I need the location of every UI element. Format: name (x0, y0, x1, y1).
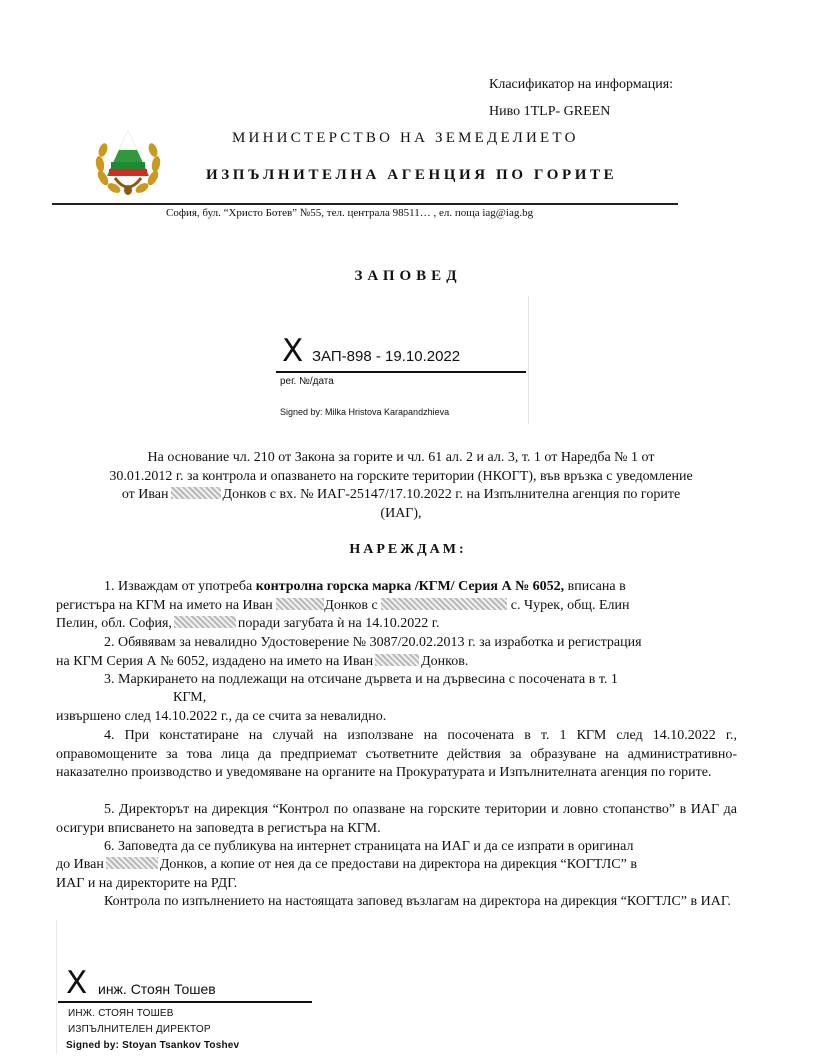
basis-line-1: На основание чл. 210 от Закона за горите и чл. 61 ал. 2 и ал. 3, т. 1 от Наредба № 1 от (147, 450, 655, 465)
redacted-address (174, 616, 236, 628)
order-item-6-line-2: до Иван Донков, а копие от нея да се предостави на директора на дирекция “КОГТЛС” в (56, 857, 637, 872)
classification-label: Класификатор на информация: (489, 77, 674, 92)
document-title: ЗАПОВЕД (354, 268, 462, 284)
order-item-6-line-1: 6. Заповедта да се публикува на интернет страницата на ИАГ и да се изпрати в оригинал (104, 839, 634, 854)
basis-line-3b: Донков с вх. № ИАГ-25147/17.10.2022 г. на Изпълнителна агенция по горите (222, 487, 681, 502)
order-item-1-line-2: регистъра на КГМ на името на Иван Донков с с. Чурек, общ. Елин (56, 598, 630, 613)
order-item-5: 5. Директорът на дирекция “Контрол по опазване на горските територии и ловно стопанство” в ИАГ да осигури вписването на заповедта в регистъра на КГМ. (56, 802, 737, 836)
order-item-2-line-1: 2. Обявявам за невалидно Удостоверение № 3087/20.02.2013 г. за изработка и регистрация (104, 635, 642, 650)
registration-number: ЗАП-898 - 19.10.2022 (312, 348, 461, 365)
order-heading: НАРЕЖДАМ: (349, 542, 467, 557)
redacted-name (276, 598, 324, 610)
order-item-4: 4. При констатиране на случай на използване на посочената в т. 1 КГМ след 14.10.2022 г., оправомощените за това лица да предприемат съответните действия за образуване на административно-наказателно производство и уведомяване на органите на Прокуратурата и Изпълнителната агенция по горите. (56, 728, 737, 780)
executive-name-display: инж. Стоян Тошев (98, 981, 216, 997)
ministry-name: МИНИСТЕРСТВО НА ЗЕМЕДЕЛИЕТО (232, 130, 579, 146)
redacted-name (171, 487, 221, 499)
forest-agency-emblem-icon (95, 126, 161, 200)
order-item-2-line-2: на КГМ Серия А № 6052, издадено на името на Иван Донков. (56, 654, 469, 669)
redacted-id (381, 598, 507, 610)
order-item-1-line-1: 1. Изваждам от употреба контролна горска марка /КГМ/ Серия А № 6052, вписана в (104, 579, 626, 594)
order-item-6-line-3: ИАГ и на директорите на РДГ. (56, 876, 238, 891)
registration-signed-by: Signed by: Milka Hristova Karapandzhieva (280, 407, 450, 417)
executive-name: ИНЖ. СТОЯН ТОШЕВ (68, 1008, 174, 1019)
registration-signature-line (276, 371, 526, 373)
basis-paragraph (56, 449, 746, 523)
basis-line-3a: от Иван (121, 487, 169, 502)
basis-line-4: (ИАГ), (380, 505, 422, 521)
control-clause: Контрола по изпълнението на настоящата заповед възлагам на директора на дирекция “КОГТЛС” в ИАГ. (104, 894, 731, 909)
executive-signature-line (58, 1001, 312, 1003)
registration-caption: рег. №/дата (280, 376, 334, 387)
registration-sign-mark: X (282, 333, 304, 369)
executive-signed-by: Signed by: Stoyan Tsankov Toshev (66, 1040, 240, 1051)
order-item-3-line-1: 3. Маркирането на подлежащи на отсичане дървета и на дървесина с посочената в т. 1 (104, 672, 618, 687)
redacted-name (375, 654, 419, 666)
order-item-3-line-2: КГМ, (173, 690, 207, 705)
redacted-name (106, 857, 158, 869)
executive-position: ИЗПЪЛНИТЕЛЕН ДИРЕКТОР (68, 1024, 211, 1035)
agency-address: София, бул. “Христо Ботев” №55, тел. централа 98511… , ел. поща iag@iag.bg (166, 207, 534, 219)
basis-line-2: 30.01.2012 г. за контрола и опазването на горските територии (НКОГТ), във връзка с уведомление (109, 468, 693, 484)
order-item-1-line-3: Пелин, обл. София, поради загубата ѝ на 14.10.2022 г. (56, 616, 440, 631)
classification-level: Ниво 1TLP- GREEN (489, 104, 611, 119)
agency-name: ИЗПЪЛНИТЕЛНА АГЕНЦИЯ ПО ГОРИТЕ (206, 167, 618, 183)
executive-sign-mark: X (66, 965, 88, 1001)
header-divider (52, 203, 678, 205)
order-item-3-line-3: извършено след 14.10.2022 г., да се счита за невалидно. (56, 709, 387, 724)
